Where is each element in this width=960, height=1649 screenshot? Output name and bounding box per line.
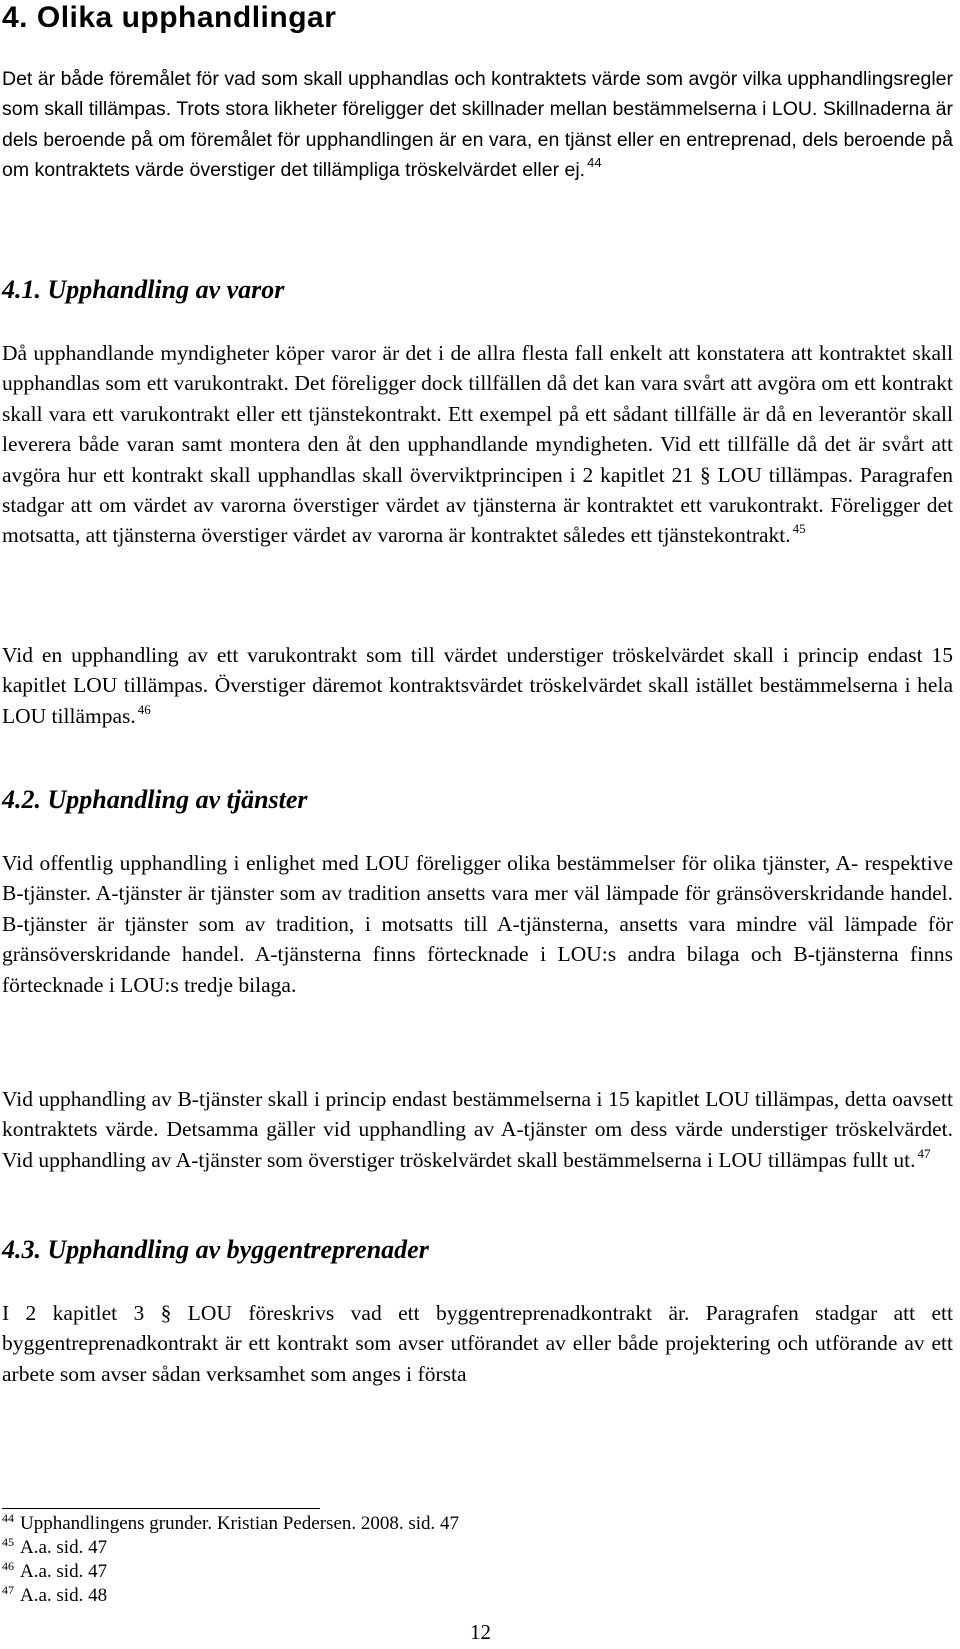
bygg-paragraph-1 <box>2 1298 953 1389</box>
footnote-separator <box>2 1508 320 1509</box>
footnote-text: A.a. sid. 47 <box>20 1537 108 1558</box>
section-title-byggentreprenader: 4.3. Upphandling av byggentreprenader <box>2 1235 429 1264</box>
page-number: 12 <box>470 1620 491 1644</box>
tjanster-paragraph-1 <box>2 848 953 1000</box>
intro-paragraph <box>2 64 953 186</box>
footnote-text: A.a. sid. 48 <box>20 1585 108 1606</box>
footnote-ref-46: 46 <box>137 701 151 717</box>
paragraph-text: Vid en upphandling av ett varukontrakt som till värdet understiger tröskelvärdet skall i princip endast 15 kapitlet LOU tillämpas. Överstiger däremot kontraktsvärdet tröskelvärdet skall istället bestämmelserna i hela LOU tillämpas. <box>2 643 953 728</box>
paragraph-text: I 2 kapitlet 3 § LOU föreskrivs vad ett byggentreprenadkontrakt är. Paragrafen stadgar att ett byggentreprenadkontrakt är ett kontrakt som avser utförandet av eller både projektering och utförande av ett arbete som avser sådan verksamhet som anges i första <box>2 1301 953 1386</box>
footnote-ref-45: 45 <box>792 521 806 537</box>
chapter-heading: 4. Olika upphandlingar <box>2 1 337 34</box>
varor-paragraph-2 <box>2 640 953 731</box>
footnote-text: A.a. sid. 47 <box>20 1561 108 1582</box>
footnote-47 <box>2 1584 702 1608</box>
intro-text: Det är både föremålet för vad som skall upphandlas och kontraktets värde som avgör vilka upphandlingsregler som skall tillämpas. Trots stora likheter föreligger det skillnader mellan bestämmelserna i LOU. Skillnaderna är dels beroende på om föremålet för upphandlingen är en vara, en tjänst eller en entreprenad, dels beroende på om kontraktets värde överstiger det tillämpliga tröskelvärdet eller ej. <box>2 68 953 182</box>
paragraph-text: Vid upphandling av B-tjänster skall i princip endast bestämmelserna i 15 kapitlet LOU tillämpas, detta oavsett kontraktets värde. Detsamma gäller vid upphandling av A-tjänster om dess värde understiger tröskelvärdet. Vid upphandling av A-tjänster som överstiger tröskelvärdet skall bestämmelserna i LOU tillämpas fullt ut. <box>2 1087 953 1172</box>
footnote-45 <box>2 1536 702 1560</box>
footnote-mark: 46 <box>2 1559 14 1573</box>
section-title-varor: 4.1. Upphandling av varor <box>2 275 285 304</box>
paragraph-text: Vid offentlig upphandling i enlighet med LOU föreligger olika bestämmelser för olika tjänster, A- respektive B-tjänster. A-tjänster är tjänster som av tradition ansetts vara mer väl lämpade för gränsöverskridande handel. B-tjänster är tjänster som av tradition, i motsatts till A-tjänsterna, ansetts vara mindre väl lämpade för gränsöverskridande handel. A-tjänsterna finns förtecknade i LOU:s andra bilaga och B-tjänsterna finns förtecknade i LOU:s tredje bilaga. <box>2 851 953 997</box>
footnote-mark: 44 <box>2 1511 14 1525</box>
paragraph-text: Då upphandlande myndigheter köper varor är det i de allra flesta fall enkelt att konstatera att kontraktet skall upphandlas som ett varukontrakt. Det föreligger dock tillfällen då det kan vara svårt att avgöra om ett kontrakt skall vara ett varukontrakt eller ett tjänstekontrakt. Ett exempel på ett sådant tillfälle är då en leverantör skall leverera både varan samt montera den åt den upphandlande myndigheten. Vid ett tillfälle då det är svårt att avgöra hur ett kontrakt skall upphandlas skall överviktprincipen i 2 kapitlet 21 § LOU tillämpas. Paragrafen stadgar att om värdet av varorna överstiger värdet av tjänsterna är kontraktet ett varukontrakt. Föreligger det motsatta, att tjänsterna överstiger värdet av varorna är kontraktet således ett tjänstekontrakt. <box>2 341 953 548</box>
footnote-44 <box>2 1512 702 1536</box>
section-title-tjanster: 4.2. Upphandling av tjänster <box>2 785 308 814</box>
tjanster-paragraph-2 <box>2 1084 953 1175</box>
footnote-ref-44: 44 <box>587 155 602 171</box>
varor-paragraph-1 <box>2 338 953 551</box>
footnote-mark: 45 <box>2 1535 14 1549</box>
footnote-text: Upphandlingens grunder. Kristian Pedersen. 2008. sid. 47 <box>20 1513 460 1534</box>
footnote-mark: 47 <box>2 1583 14 1597</box>
footnote-46 <box>2 1560 702 1584</box>
footnote-ref-47: 47 <box>917 1145 931 1161</box>
